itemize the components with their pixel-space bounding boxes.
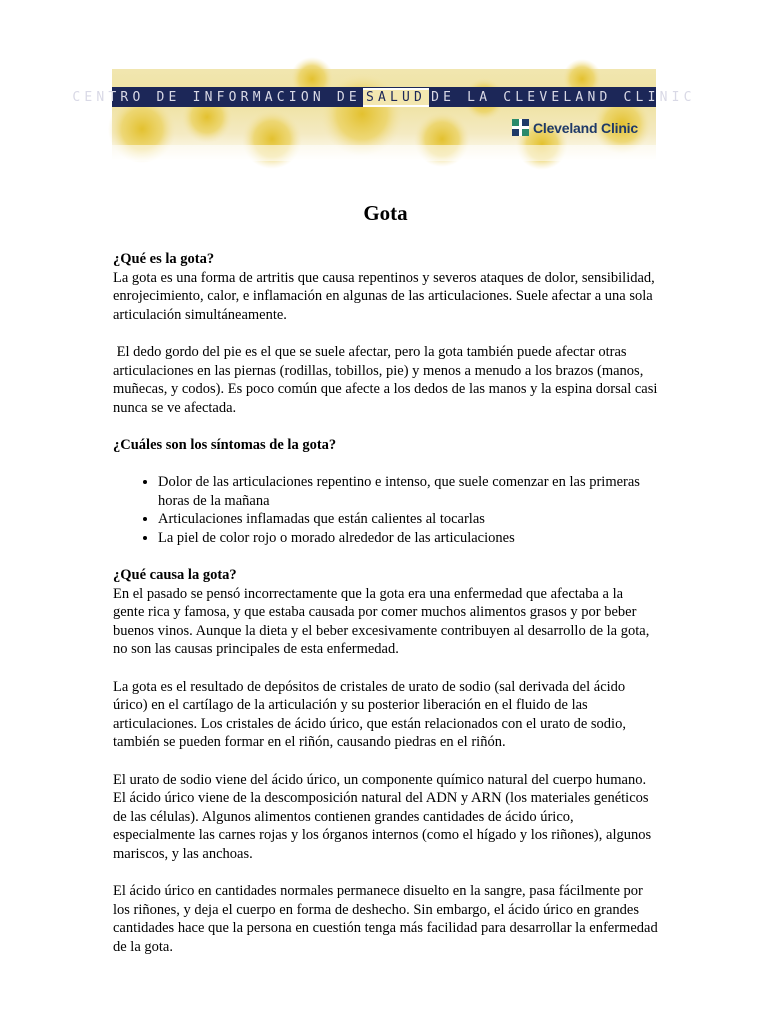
- banner-title-strip: [72, 87, 696, 107]
- paragraph-causa-1: En el pasado se pensó incorrectamente que la gota era una enfermedad que afectaba a la gente rica y famosa, y que estaba causada por comer muchos alimentos grasos y por beber buenos vinos. Aunque la dieta y el beber excesivamente contribuyen al desarrollo de la gota, no son las causas principales de esta enfermedad.: [113, 585, 650, 658]
- cleveland-clinic-logo: [512, 119, 638, 136]
- list-item: • La piel de color rojo o morado alrededor de las articulaciones: [158, 529, 658, 548]
- paragraph-causa-4: El ácido úrico en cantidades normales permanece disuelto en la sangre, pasa fácilmente por los riñones, y deja el cuerpo en forma de deshecho. Sin embargo, el ácido úrico en grandes cantidades hace que la persona en cuestión tenga más facilidad para desarrollar la enfermedad de la gota.: [113, 883, 658, 955]
- paragraph-causa-2: La gota es el resultado de depósitos de cristales de urato de sodio (sal derivada del ácido úrico) en el cartílago de la articulación y su posterior liberación en el fluido de las articulaciones. Los cristales de ácido úrico, que están relacionados con el urato de sodio, también se pueden formar en el riñón, causando piedras en el riñón.: [113, 678, 626, 751]
- section-heading-sintomas: ¿Cuáles son los síntomas de la gota?: [113, 436, 337, 453]
- list-item: • Dolor de las articulaciones repentino e intenso, que suele comenzar en las primeras horas de la mañana: [158, 473, 658, 510]
- paragraph-causa-3: El urato de sodio viene del ácido úrico, un componente químico natural del cuerpo humano. El ácido úrico viene de la descomposición natural del ADN y ARN (los materiales genéticos de las células). Algunos alimentos contienen grandes cantidades de ácido úrico, especialmente las carnes rojas y los órganos internos (como el hígado y los riñones), algunos mariscos, y las anchoas.: [113, 771, 652, 862]
- cleveland-clinic-logo-icon: [512, 119, 529, 136]
- symptoms-list: [113, 473, 658, 547]
- document-body: [113, 200, 662, 975]
- banner-text-highlight: SALUD: [363, 88, 429, 107]
- header-banner: [72, 69, 696, 161]
- banner-text-before: CENTRO DE INFORMACION DE: [72, 89, 361, 105]
- paragraph-que-es-2: El dedo gordo del pie es el que se suele afectar, pero la gota también puede afectar otras articulaciones en las piernas (rodillas, tobillos, pie) y menos a menudo a los brazos (manos, muñecas, y codos). Es poco común que afecte a los dedos de las manos y la espina dorsal casi nunca se ve afectada.: [113, 343, 662, 416]
- flower-background-image: [112, 69, 656, 161]
- section-heading-causa: ¿Qué causa la gota?: [113, 567, 237, 584]
- banner-text-after: DE LA CLEVELAND CLINIC: [431, 89, 696, 105]
- logo-text: Cleveland Clinic: [533, 119, 638, 136]
- list-item: • Articulaciones inflamadas que están calientes al tocarlas: [158, 510, 658, 529]
- page-title: Gota: [363, 201, 408, 225]
- section-heading-que-es: ¿Qué es la gota?: [113, 251, 215, 267]
- paragraph-que-es-1: La gota es una forma de artritis que causa repentinos y severos ataques de dolor, sensibilidad, enrojecimiento, calor, e inflamación en algunas de las articulaciones. Suele afectar a una sola articulación simultáneamente.: [113, 269, 655, 323]
